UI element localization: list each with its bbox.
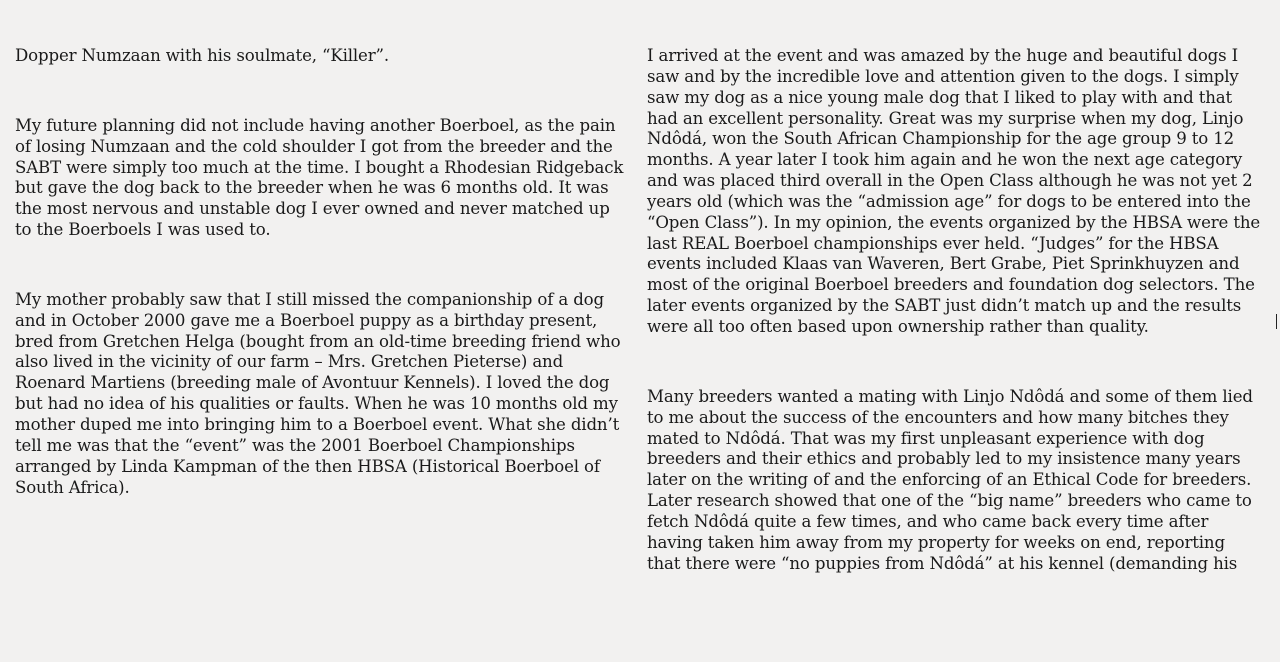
left-column (15, 46, 627, 498)
paragraph-spacer (15, 241, 627, 290)
right-column (647, 46, 1262, 574)
paragraph-future-planning: My future planning did not include having another Boerboel, as the pain of losing Numzaan and the cold shoulder I got from the breeder and the SABT were simply too much at the time. I bought a Rhodesian Ridgeback but gave the dog back to the breeder when he was 6 months old. It was the most nervous and unstable dog I ever owned and never matched up to the Boerboels I was used to. (15, 115, 624, 240)
paragraph-championship-event: I arrived at the event and was amazed by the huge and beautiful dogs I saw and by the incredible love and attention given to the dogs. I simply saw my dog as a nice young male dog that I liked to play with and that had an excellent personality. Great was my surprise when my dog, Linjo Ndôdá, won the South African Championship for the age group 9 to 12 months. A year later I took him again and he won the next age category and was placed third overall in the Open Class although he was not yet 2 years old (which was the “admission age” for dogs to be entered into the “Open Class”). In my opinion, the events organized by the HBSA were the last REAL Boerboel championships ever held. “Judges” for the HBSA events included Klaas van Waveren, Bert Grabe, Piet Sprinkhuyzen and most of the original Boerboel breeders and foundation dog selectors. The later events organized by the SABT just didn’t match up and the results were all too often based upon ownership rather than quality. (647, 46, 1261, 336)
paragraph-breeders-mating: Many breeders wanted a mating with Linjo Ndôdá and some of them lied to me about the success of the encounters and how many bitches they mated to Ndôdá. That was my first unpleasant experience with dog breeders and their ethics and probably led to my insistence many years later on the writing of and the enforcing of an Ethical Code for breeders. Later research showed that one of the “big name” breeders who came to fetch Ndôdá quite a few times, and who came back every time after having taken him away from my property for weeks on end, reporting that there were “no puppies from Ndôdá” at his kennel (demanding his (647, 386, 1253, 573)
paragraph-birthday-puppy: My mother probably saw that I still missed the companionship of a dog and in October 2000 gave me a Boerboel puppy as a birthday present, bred from Gretchen Helga (bought from an old-time breeding friend who also lived in the vicinity of our farm – Mrs. Gretchen Pieterse) and Roenard Martiens (breeding male of Avontuur Kennels). I loved the dog but had no idea of his qualities or faults. When he was 10 months old my mother duped me into bringing him to a Boerboel event. What she didn’t tell me was that the “event” was the 2001 Boerboel Championships arranged by Linda Kampman of the then HBSA (Historical Boerboel of South Africa). (15, 289, 621, 497)
paragraph-spacer (15, 67, 627, 116)
text-cursor-icon (1276, 314, 1277, 329)
photo-caption: Dopper Numzaan with his soulmate, “Killer”. (15, 46, 389, 65)
paragraph-spacer (647, 338, 1262, 387)
